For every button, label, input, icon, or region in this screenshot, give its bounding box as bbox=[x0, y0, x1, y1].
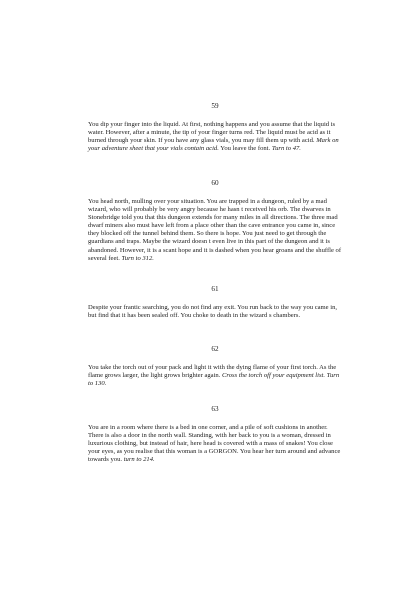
section-number-61: 61 bbox=[211, 285, 219, 293]
section-63-text bbox=[88, 424, 342, 464]
section-number-60: 60 bbox=[211, 179, 219, 187]
section-60-text bbox=[88, 198, 342, 263]
section-63-turn: turn to 214. bbox=[123, 456, 155, 464]
section-60-body: You head north, mulling over your situation. You are trapped in a dungeon, ruled by a mad wizard, who will probably be very angry because he hasn t received his orb. The dwarves in Stonebridge told you that this dungeon extends for many miles in all directions. The three mad dwarf miners also must have left from a place other than the cave entrance you came in, since they blocked off the tunnel behind them. So there is hope. You just need to get through the guardians and traps. Maybe the wizard doesn t even live in this part of the dungeon and it is abandoned. However, it is a scant hope and it is dashed when you hear groans and the shuffle of several feet. bbox=[88, 198, 342, 262]
section-59-instruction: Mark on your adventure sheet that your vials contain acid. bbox=[88, 137, 339, 153]
section-63 bbox=[88, 424, 342, 464]
section-number-59: 59 bbox=[211, 102, 219, 110]
section-62-text bbox=[88, 364, 342, 388]
section-59-tail: You leave the font. bbox=[218, 145, 272, 153]
section-59-turn: Turn to 47. bbox=[271, 145, 301, 153]
section-59-text bbox=[88, 121, 342, 153]
section-number-63: 63 bbox=[211, 405, 219, 413]
section-61 bbox=[88, 304, 342, 320]
section-60 bbox=[88, 198, 342, 263]
section-62-instruction: Cross the torch off your equipment list. Turn to 130. bbox=[88, 372, 340, 388]
section-59 bbox=[88, 121, 342, 153]
section-59-body: You dip your finger into the liquid. At first, nothing happens and you assume that the liquid is water. However, after a minute, the tip of your finger turns red. The liquid must be acid as it burned through your skin. If you have any glass vials, you may fill them up with acid. bbox=[88, 121, 336, 145]
section-number-62: 62 bbox=[211, 345, 219, 353]
section-62-body: You take the torch out of your pack and light it with the dying flame of your first torch. As the flame grows larger, the light grows brighter again. bbox=[88, 364, 337, 380]
section-63-body: You are in a room where there is a bed in one corner, and a pile of soft cushions in another. There is also a door in the north wall. Standing, with her back to you is a woman, dressed in luxurious clothing, but instead of hair, here head is covered with a mass of snakes! You close your eyes, as you realise that this woman is a GORGON. You hear her turn around and advance towards you. bbox=[88, 424, 341, 464]
section-60-turn: Turn to 312. bbox=[121, 254, 154, 262]
section-61-text: Despite your frantic searching, you do not find any exit. You run back to the way you came in, but find that it has been sealed off. You choke to death in the wizard s chambers. bbox=[88, 304, 338, 320]
section-62 bbox=[88, 364, 342, 388]
